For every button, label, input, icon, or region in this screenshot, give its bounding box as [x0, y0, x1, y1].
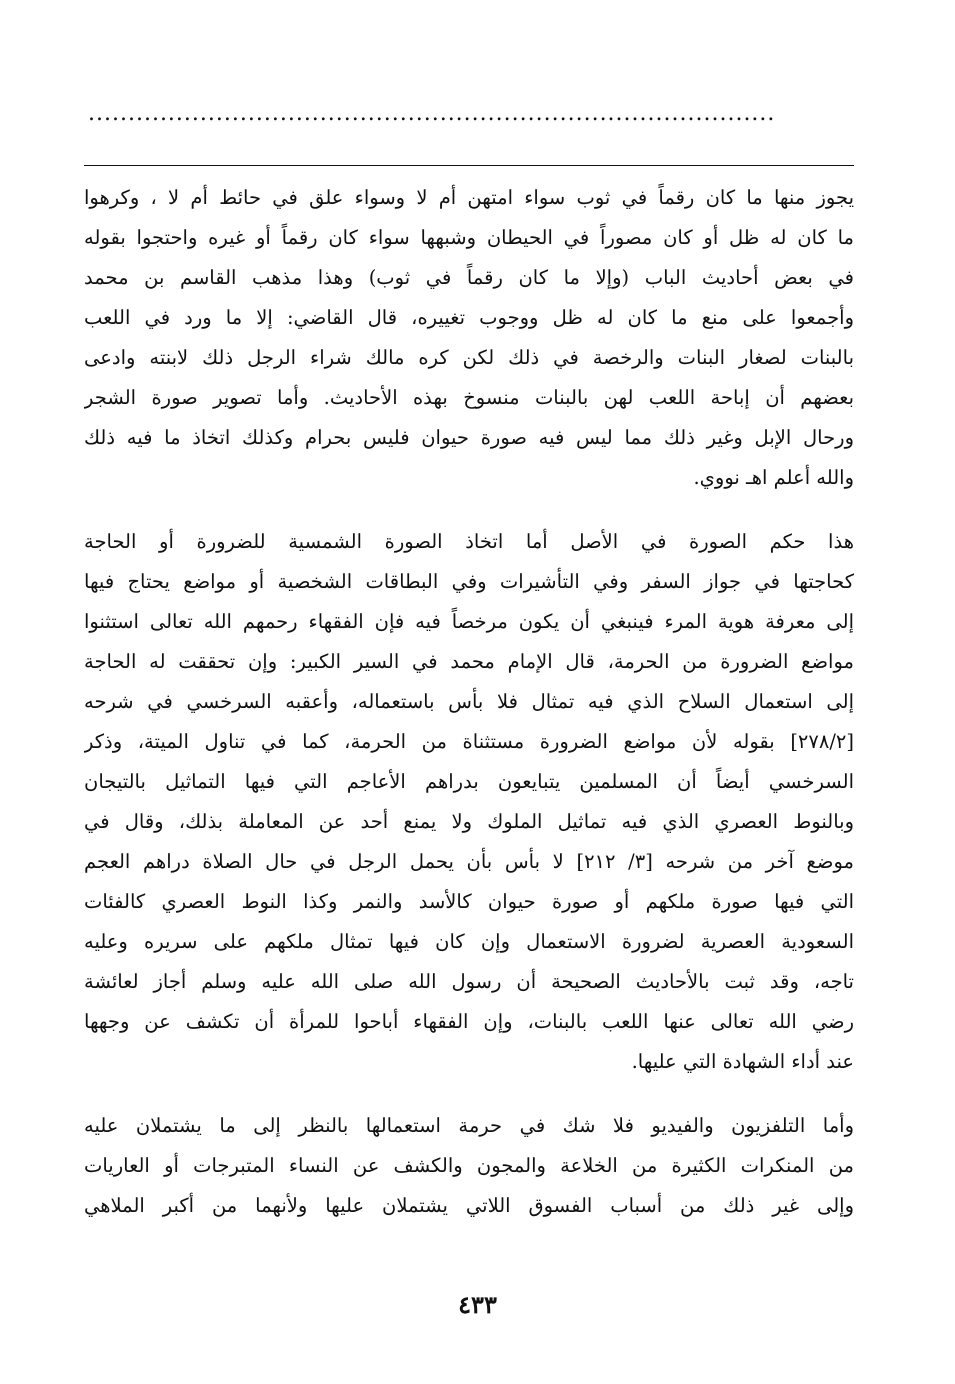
text-line: والله أعلم اهـ نووي.	[693, 466, 854, 489]
text-line: في بعض أحاديث الباب (وإلا ما كان رقماً في ثوب) وهذا مذهب القاسم بن محمد	[84, 266, 854, 289]
text-line: يجوز منها ما كان رقماً في ثوب سواء امتهن أم لا وسواء علق في حائط أم لا ، وكرهوا	[84, 186, 854, 209]
text-line: وأما التلفزيون والفيديو فلا شك في حرمة استعمالها بالنظر إلى ما يشتملان عليه	[84, 1114, 854, 1137]
text-line: وأجمعوا على منع ما كان له ظل ووجوب تغييره، قال القاضي: إلا ما ورد في اللعب	[84, 306, 854, 329]
text-line: ورحال الإبل وغير ذلك مما ليس فيه صورة حيوان فليس بحرام وكذلك اتخاذ ما فيه ذلك	[84, 426, 854, 449]
text-line: موضع آخر من شرحه [٣/ ٢١٢] لا بأس بأن يحمل الرجل في حال الصلاة دراهم العجم	[84, 850, 854, 873]
text-line: إلى استعمال السلاح الذي فيه تمثال فلا بأس باستعماله، وأعقبه السرخسي في شرحه	[84, 690, 854, 713]
paragraph-gap	[84, 498, 854, 522]
text-line: التي فيها صورة ملكهم أو صورة حيوان كالأسد والنمر وكذا النوط العصري كالفئات	[84, 890, 854, 913]
text-line: [٢٧٨/٢] بقوله لأن مواضع الضرورة مستثناة من الحرمة، كما في تناول الميتة، وذكر	[84, 730, 854, 753]
text-line: السرخسي أيضاً أن المسلمين يتبايعون بدراهم الأعاجم التي فيها التماثيل بالتيجان	[84, 770, 854, 793]
text-line: وإلى غير ذلك من أسباب الفسوق اللاتي يشتملان عليها ولأنهما من أكبر الملاهي	[84, 1194, 854, 1217]
text-line: بعضهم أن إباحة اللعب لهن بالبنات منسوخ بهذه الأحاديث. وأما تصوير صورة الشجر	[84, 386, 854, 409]
text-line: مواضع الضرورة من الحرمة، قال الإمام محمد في السير الكبير: وإن تحققت له الحاجة	[84, 650, 854, 673]
header-divider	[84, 165, 854, 166]
paragraph-2	[84, 522, 854, 1082]
text-line: كحاجتها في جواز السفر وفي التأشيرات وفي البطاقات الشخصية أو مواضع يحتاج فيها	[84, 570, 854, 593]
text-line: بالبنات لصغار البنات والرخصة في ذلك لكن كره مالك شراء الرجل ذلك لابنته وادعى	[84, 346, 854, 369]
page-number: ٤٣٣	[458, 1290, 497, 1319]
text-line: وبالنوط العصري الذي فيه تماثيل الملوك ولا يمنع أحد عن المعاملة بذلك، وقال في	[84, 810, 854, 833]
text-line: عند أداء الشهادة التي عليها.	[631, 1050, 854, 1073]
text-line: هذا حكم الصورة في الأصل أما اتخاذ الصورة الشمسية للضرورة أو الحاجة	[84, 530, 854, 553]
text-line: ما كان له ظل أو كان مصوراً في الحيطان وشبهها سواء كان رقماً أو غيره واحتجوا بقوله	[84, 226, 854, 249]
text-line: من المنكرات الكثيرة من الخلاعة والمجون والكشف عن النساء المتبرجات أو العاريات	[84, 1154, 854, 1177]
text-line: تاجه، وقد ثبت بالأحاديث الصحيحة أن رسول الله صلى الله عليه وسلم أجاز لعائشة	[84, 970, 854, 993]
paragraph-gap	[84, 1082, 854, 1106]
header-dotted-leader: ......................................................................................	[88, 104, 776, 124]
paragraph-1	[84, 178, 854, 498]
text-line: السعودية العصرية لضرورة الاستعمال وإن كان فيها تمثال ملكهم على سريره وعليه	[84, 930, 854, 953]
paragraph-3	[84, 1106, 854, 1226]
page-body	[84, 178, 854, 1226]
text-line: إلى معرفة هوية المرء فينبغي أن يكون مرخصاً فيه فإن الفقهاء رحمهم الله تعالى استثنوا	[84, 610, 854, 633]
text-line: رضي الله تعالى عنها اللعب بالبنات، وإن الفقهاء أباحوا للمرأة أن تكشف عن وجهها	[84, 1010, 854, 1033]
